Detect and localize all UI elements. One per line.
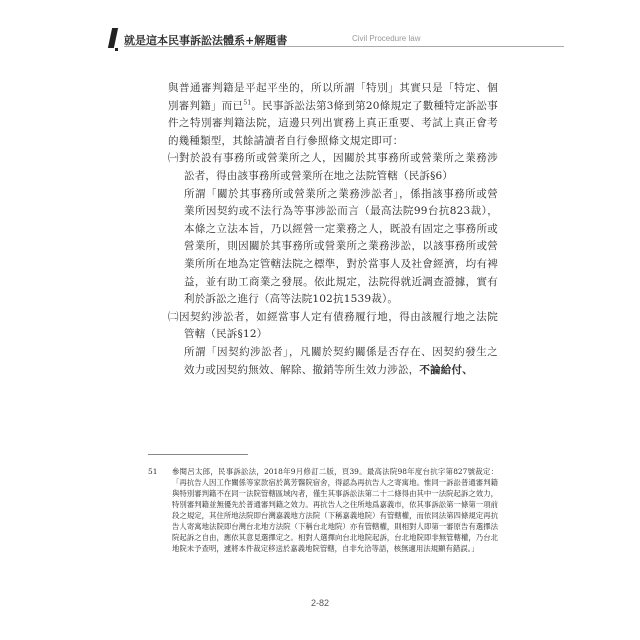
running-header <box>110 28 570 50</box>
intro-text-a: 與普通審判籍是平起平坐的，所以所謂「特別」其實只是「特定、個別審判籍」而已 <box>168 82 498 112</box>
header-divider <box>124 46 564 47</box>
item-1-heading: ㈠對於設有事務所或營業所之人，因關於其事務所或營業所之業務涉訟者，得由該事務所或營業所在地之法院管轄（民訴§6） <box>168 152 498 182</box>
main-text <box>168 80 498 379</box>
book-title: 就是這本民事訴訟法體系+解題書 <box>124 34 288 47</box>
item-2-bold-text: 不論給付、 <box>419 363 473 376</box>
page-number: 2-82 <box>310 598 329 608</box>
footnote-reference[interactable]: 51 <box>243 99 252 107</box>
exclamation-icon <box>108 28 118 48</box>
footnote <box>148 466 498 554</box>
item-2-heading: ㈡因契約涉訟者，如經當事人定有債務履行地，得由該履行地之法院管轄（民訴§12） <box>168 310 498 341</box>
footnote-text: 參閱呂太郎，民事訴訟法，2018年9月修訂二版，頁39。最高法院98年度台抗字第827號裁定：「再抗告人因工作關係等家款宿於萬芳醫院宿舍，得認為再抗告人之寄寓地。惟同一訴訟普通審判籍與特別審判籍不在同一法院管轄區域內者，僅生其事訴訟法第二十二條得由其中一法院起訴之效力，特別審判籍並無優先於普通審判籍之效力。再抗告人之住所地爲嘉義市，依其事訴訟第一條第一項前段之規定，其住所地法院即台灣嘉義地方法院（下稱嘉義地院）有管轄權，而依同法第四條規定再抗告人寄寓地法院即台灣台北地方法院（下稱台北地院）亦有管轄權，則相對人即第一審原告有選擇法院起訴之自由，應依其意見選擇定之。相對人選擇向台北地院起訴，台北地院即非無管轄權，乃台北地院未予查明，遽將本件裁定移送於嘉義地院管轄，自非允洽等語，核無適用法規顯有錯誤。」 <box>172 467 498 553</box>
exclamation-dot-icon <box>115 48 118 51</box>
intro-paragraph <box>168 80 498 150</box>
footnote-divider <box>148 454 248 455</box>
item-1-body: 所謂「關於其事務所或營業所之業務涉訟者」，係指該事務所或營業所因契約或不法行為等事涉訟而言（最高法院99台抗823裁），本條之立法本旨，乃以經營一定業務之人，既設有固定之事務所或營業所，則因關於其事務所或營業所之業務涉訟，以該事務所或營業所所在地為定管轄法院之標準，對於當事人及社會經濟，均有裨益，並有助工商業之發展。依此規定，法院得就近調查證據，實有利於訴訟之進行（高等法院102抗1539裁）。 <box>184 187 498 306</box>
item-2-body <box>168 344 498 379</box>
footnote-number: 51 <box>148 467 158 476</box>
item-2-text: 所謂「因契約涉訟者」，凡關於契約關係是否存在、因契約發生之效力或因契約無效、解除、撤銷等所生效力涉訟， <box>184 345 498 376</box>
book-subtitle: Civil Procedure law <box>352 34 421 43</box>
intro-text-b: 。民事訴訟法第3條到第20條規定了數種特定訴訟事件之特別審判籍法院，這邊只列出實務上真正重要、考試上真正會考的幾種類型，其餘請讀者自行參照條文規定即可： <box>168 99 499 147</box>
